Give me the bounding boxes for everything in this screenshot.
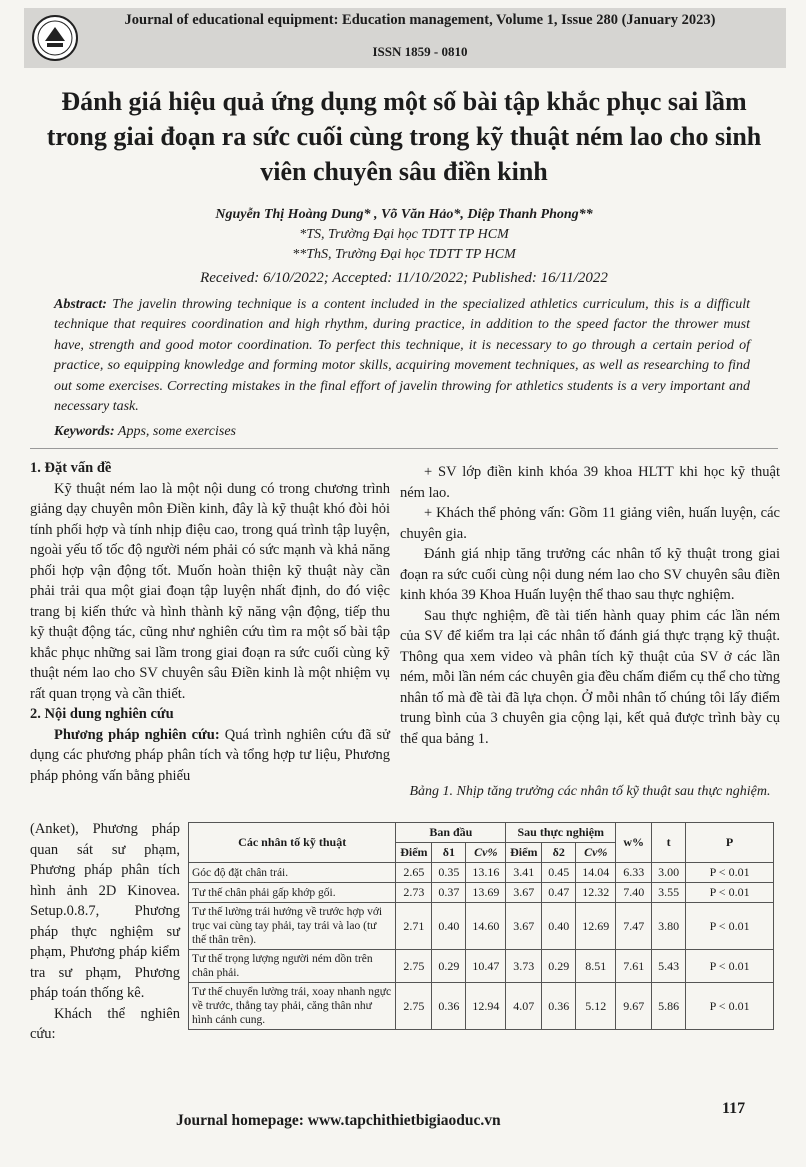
row-delta1: 0.35 (432, 863, 466, 883)
row-t: 5.86 (652, 983, 686, 1030)
row-cv-before: 13.16 (466, 863, 506, 883)
journal-name: Journal of educational equipment: Education management, Volume 1, Issue 280 (January 2023) (124, 12, 716, 28)
issn: ISSN 1859 - 0810 (372, 44, 468, 59)
row-cv-before: 13.69 (466, 883, 506, 903)
row-t: 3.00 (652, 863, 686, 883)
header-delta2: δ2 (542, 843, 576, 863)
row-cv-after: 12.69 (576, 903, 616, 950)
journal-logo (30, 13, 80, 63)
row-factor: Tư thế chuyển lường trái, xoay nhanh ngực về trước, thẳng tay phải, căng thân như hình cánh cung. (189, 983, 396, 1030)
journal-homepage: Journal homepage: www.tapchithietbigiaoduc.vn (176, 1112, 501, 1129)
header-delta1: δ1 (432, 843, 466, 863)
row-score-after: 3.67 (506, 883, 542, 903)
paragraph-subjects-students: + SV lớp điền kinh khóa 39 khoa HLTT khi học kỹ thuật ném lao. (400, 464, 780, 501)
left-column (30, 458, 390, 786)
keywords-label: Keywords: (54, 424, 115, 439)
keywords (54, 424, 750, 440)
abstract-text: The javelin throwing technique is a content included in the specialized athletics curriculum, this is a difficult technique that requires coordination and high rhythm, during practice, in addition to the speed factor the thrower must have, strength and good motor coordination. To perfect this technique, it is necessary to go through a certain period of practice, so equipping knowledge and forming motor skills, acquiring movement techniques, as well as researching to find out some exercises. Correcting mistakes in the final effort of javelin throwing for athletics students is a very important and necessary task. (54, 297, 751, 415)
method-continued (30, 819, 180, 1045)
row-cv-after: 14.04 (576, 863, 616, 883)
divider (30, 448, 778, 449)
section-1-heading: 1. Đặt vấn đề (30, 460, 112, 476)
row-delta2: 0.45 (542, 863, 576, 883)
row-p: P < 0.01 (686, 883, 774, 903)
table-row (189, 983, 774, 1030)
page-number: 117 (722, 1100, 746, 1117)
abstract (54, 295, 750, 417)
row-w: 9.67 (616, 983, 652, 1030)
row-p: P < 0.01 (686, 983, 774, 1030)
table-row (189, 883, 774, 903)
results-table (188, 822, 774, 1030)
right-column (400, 462, 780, 749)
row-cv-after: 12.32 (576, 883, 616, 903)
row-cv-before: 12.94 (466, 983, 506, 1030)
header-p: P (686, 823, 774, 863)
method-text: Quá trình nghiên cứu đã sử dụng các phương pháp phân tích và tổng hợp tư liệu, Phương pháp phỏng vấn bằng phiếu (30, 726, 390, 784)
row-t: 5.43 (652, 950, 686, 983)
keywords-text: Apps, some exercises (117, 424, 236, 439)
row-w: 7.61 (616, 950, 652, 983)
row-score-before: 2.71 (396, 903, 432, 950)
header-cv-before: Cv% (466, 843, 506, 863)
row-delta1: 0.37 (432, 883, 466, 903)
row-score-after: 4.07 (506, 983, 542, 1030)
authors: Nguyễn Thị Hoàng Dung* , Võ Văn Hảo*, Diệp Thanh Phong** (215, 207, 593, 222)
row-delta2: 0.29 (542, 950, 576, 983)
row-cv-before: 14.60 (466, 903, 506, 950)
section-2-heading: 2. Nội dung nghiên cứu (30, 706, 174, 722)
row-score-before: 2.65 (396, 863, 432, 883)
header-score-before: Điểm (396, 843, 432, 863)
row-t: 3.80 (652, 903, 686, 950)
row-score-before: 2.75 (396, 950, 432, 983)
header-factor: Các nhân tố kỹ thuật (189, 823, 396, 863)
row-w: 7.47 (616, 903, 652, 950)
row-cv-after: 5.12 (576, 983, 616, 1030)
method-paragraph (30, 725, 390, 787)
row-factor: Tư thế trọng lượng người ném dồn trên chân phải. (189, 950, 396, 983)
method-list: (Anket), Phương pháp quan sát sư phạm, Phương pháp phân tích hình ảnh 2D Kinovea. Setup.0.8.7, Phương pháp thực nghiệm sư phạm, Phương pháp kiểm tra sư phạm, Phương pháp toán thống kê. (30, 821, 180, 1001)
row-score-before: 2.73 (396, 883, 432, 903)
subject-label: Khách thể nghiên cứu: (30, 1005, 180, 1042)
row-p: P < 0.01 (686, 863, 774, 883)
table-caption: Bảng 1. Nhịp tăng trưởng các nhân tố kỹ thuật sau thực nghiệm. (409, 784, 771, 799)
paragraph-subjects-experts: + Khách thể phỏng vấn: Gồm 11 giảng viên, huấn luyện, các chuyên gia. (400, 505, 780, 542)
section-1-paragraph: Kỹ thuật ném lao là một nội dung có trong chương trình giảng dạy chuyên môn Điền kinh, đây là kỹ thuật khó đòi hỏi tính phối hợp và tính nhịp điệu cao, trong quá trình tập luyện, ngoài yếu tố tốc độ người ném phải có sức mạnh và khả năng phối hợp vận động tốt. Muốn hoàn thiện kỹ thuật này cần phải trải qua một giai đoạn tập luyện nhất định, do đó việc trang bị kiến thức và hình thành kỹ năng vận động, tiếp thu kỹ thuật động tác, cũng như nghiên cứu tìm ra một số bài tập khắc phục những sai lầm trong giai đoạn ra sức cuối cùng kỹ thuật ném lao cho SV chuyên sâu Điền kinh là một nhiệm vụ rất quan trọng và cần thiết. (30, 480, 390, 702)
row-delta2: 0.36 (542, 983, 576, 1030)
row-p: P < 0.01 (686, 950, 774, 983)
row-t: 3.55 (652, 883, 686, 903)
paragraph-evaluation: Đánh giá nhịp tăng trưởng các nhân tố kỹ thuật trong giai đoạn ra sức cuối cùng nội dung ném lao cho SV chuyên sâu điền kinh khóa 39 Khoa Huấn luyện thể thao sau thực nghiệm. (400, 546, 780, 603)
row-delta1: 0.36 (432, 983, 466, 1030)
row-p: P < 0.01 (686, 903, 774, 950)
row-factor: Tư thế chân phải gấp khớp gối. (189, 883, 396, 903)
row-delta2: 0.40 (542, 903, 576, 950)
header-after: Sau thực nghiệm (506, 823, 616, 843)
row-factor: Tư thế lường trái hướng về trước hợp với trục vai cùng tay phải, tay trái và lao (tư thế thân trên). (189, 903, 396, 950)
abstract-label: Abstract: (54, 297, 107, 312)
row-score-before: 2.75 (396, 983, 432, 1030)
row-score-after: 3.73 (506, 950, 542, 983)
header-cv-after: Cv% (576, 843, 616, 863)
paragraph-after-experiment: Sau thực nghiệm, đề tài tiến hành quay phim các lần ném của SV để kiểm tra lại các nhân tố đánh giá thực trạng kỹ thuật. Thông qua xem video và phân tích kỹ thuật của SV ở các lần ném, mỗi lần ném các chuyên gia đều chấm điểm cụ thể cho từng nhân tố mà đề tài đã lựa chọn. Ở mỗi nhân tố chúng tôi lấy điểm trung bình của 3 chuyên gia cộng lại, kết quả được trình bày cụ thể qua bảng 1. (400, 607, 780, 747)
row-delta1: 0.40 (432, 903, 466, 950)
header-before: Ban đầu (396, 823, 506, 843)
article-title: Đánh giá hiệu quả ứng dụng một số bài tập khắc phục sai lầm trong giai đoạn ra sức cuối cùng trong kỹ thuật ném lao cho sinh viên chuyên sâu điền kinh (46, 87, 762, 186)
header-t: t (652, 823, 686, 863)
method-label: Phương pháp nghiên cứu: (54, 726, 220, 743)
row-score-after: 3.41 (506, 863, 542, 883)
row-w: 6.33 (616, 863, 652, 883)
affiliation-1: *TS, Trường Đại học TDTT TP HCM (299, 227, 509, 242)
row-cv-before: 10.47 (466, 950, 506, 983)
row-cv-after: 8.51 (576, 950, 616, 983)
table-row (189, 950, 774, 983)
row-score-after: 3.67 (506, 903, 542, 950)
article-dates: Received: 6/10/2022; Accepted: 11/10/2022; Published: 16/11/2022 (200, 270, 608, 286)
table-row (189, 903, 774, 950)
table-row (189, 863, 774, 883)
row-delta1: 0.29 (432, 950, 466, 983)
row-factor: Góc độ đặt chân trái. (189, 863, 396, 883)
header-w: w% (616, 823, 652, 863)
row-delta2: 0.47 (542, 883, 576, 903)
row-w: 7.40 (616, 883, 652, 903)
header-score-after: Điểm (506, 843, 542, 863)
affiliation-2: **ThS, Trường Đại học TDTT TP HCM (292, 247, 516, 262)
